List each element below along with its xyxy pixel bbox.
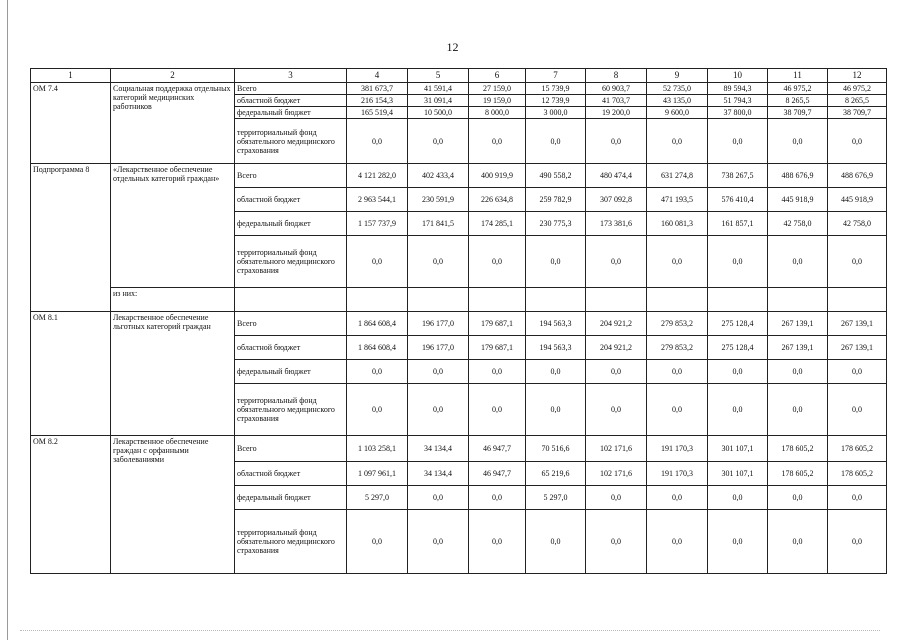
amount-cell: 0,0 (828, 119, 887, 164)
amount-cell: 12 739,9 (526, 95, 586, 107)
amount-cell: 0,0 (586, 119, 647, 164)
amount-cell: 0,0 (469, 486, 526, 510)
header-cell: 12 (828, 69, 887, 83)
amount-cell: 70 516,6 (526, 436, 586, 462)
amount-cell: 194 563,3 (526, 312, 586, 336)
header-cell: 3 (235, 69, 347, 83)
amount-cell: 1 864 608,4 (347, 312, 408, 336)
empty-cell (347, 288, 408, 312)
amount-cell: 0,0 (586, 510, 647, 574)
funding-source: областной бюджет (235, 336, 347, 360)
amount-cell: 52 735,0 (647, 83, 708, 95)
amount-cell: 179 687,1 (469, 336, 526, 360)
amount-cell: 267 139,1 (828, 336, 887, 360)
amount-cell: 216 154,3 (347, 95, 408, 107)
amount-cell: 171 841,5 (408, 212, 469, 236)
amount-cell: 0,0 (828, 360, 887, 384)
amount-cell: 0,0 (828, 384, 887, 436)
header-cell: 7 (526, 69, 586, 83)
amount-cell: 1 103 258,1 (347, 436, 408, 462)
program-name: Социальная поддержка отдельных категорий медицинских работников (111, 83, 235, 164)
amount-cell: 37 800,0 (708, 107, 768, 119)
note-label: из них: (111, 288, 235, 312)
amount-cell: 488 676,9 (768, 164, 828, 188)
amount-cell: 275 128,4 (708, 312, 768, 336)
amount-cell: 1 097 961,1 (347, 462, 408, 486)
amount-cell: 0,0 (708, 119, 768, 164)
funding-source: территориальный фонд обязательного медицинского страхования (235, 236, 347, 288)
budget-table (30, 68, 887, 574)
amount-cell: 267 139,1 (768, 336, 828, 360)
amount-cell: 0,0 (469, 510, 526, 574)
amount-cell: 27 159,0 (469, 83, 526, 95)
amount-cell: 0,0 (469, 119, 526, 164)
table-row (31, 436, 887, 462)
amount-cell: 230 775,3 (526, 212, 586, 236)
amount-cell: 488 676,9 (828, 164, 887, 188)
header-cell: 9 (647, 69, 708, 83)
amount-cell: 0,0 (647, 384, 708, 436)
page-number: 12 (446, 40, 459, 54)
amount-cell: 0,0 (647, 486, 708, 510)
amount-cell: 65 219,6 (526, 462, 586, 486)
scan-bottom-marks (20, 630, 880, 632)
amount-cell: 576 410,4 (708, 188, 768, 212)
amount-cell: 0,0 (347, 236, 408, 288)
amount-cell: 174 285,1 (469, 212, 526, 236)
amount-cell: 179 687,1 (469, 312, 526, 336)
amount-cell: 10 500,0 (408, 107, 469, 119)
empty-cell (828, 288, 887, 312)
amount-cell: 0,0 (768, 486, 828, 510)
amount-cell: 0,0 (347, 119, 408, 164)
amount-cell: 0,0 (408, 236, 469, 288)
amount-cell: 738 267,5 (708, 164, 768, 188)
amount-cell: 51 794,3 (708, 95, 768, 107)
amount-cell: 0,0 (828, 510, 887, 574)
amount-cell: 0,0 (526, 119, 586, 164)
empty-cell (708, 288, 768, 312)
amount-cell: 275 128,4 (708, 336, 768, 360)
amount-cell: 480 474,4 (586, 164, 647, 188)
amount-cell: 307 092,8 (586, 188, 647, 212)
amount-cell: 0,0 (647, 119, 708, 164)
amount-cell: 0,0 (586, 384, 647, 436)
amount-cell: 42 758,0 (768, 212, 828, 236)
amount-cell: 0,0 (768, 360, 828, 384)
amount-cell: 267 139,1 (768, 312, 828, 336)
amount-cell: 0,0 (586, 486, 647, 510)
amount-cell: 4 121 282,0 (347, 164, 408, 188)
amount-cell: 0,0 (586, 360, 647, 384)
amount-cell: 15 739,9 (526, 83, 586, 95)
amount-cell: 0,0 (768, 510, 828, 574)
amount-cell: 631 274,8 (647, 164, 708, 188)
amount-cell: 0,0 (828, 236, 887, 288)
amount-cell: 191 170,3 (647, 436, 708, 462)
header-cell: 4 (347, 69, 408, 83)
empty-cell (586, 288, 647, 312)
amount-cell: 0,0 (469, 384, 526, 436)
amount-cell: 165 519,4 (347, 107, 408, 119)
empty-cell (768, 288, 828, 312)
funding-source: областной бюджет (235, 95, 347, 107)
amount-cell: 301 107,1 (708, 462, 768, 486)
table-row (31, 83, 887, 95)
program-code: ОМ 7.4 (31, 83, 111, 164)
amount-cell: 230 591,9 (408, 188, 469, 212)
funding-source: федеральный бюджет (235, 486, 347, 510)
amount-cell: 0,0 (408, 360, 469, 384)
program-code: ОМ 8.2 (31, 436, 111, 574)
amount-cell: 0,0 (526, 384, 586, 436)
amount-cell: 161 857,1 (708, 212, 768, 236)
amount-cell: 178 605,2 (768, 436, 828, 462)
amount-cell: 0,0 (647, 236, 708, 288)
amount-cell: 0,0 (526, 510, 586, 574)
amount-cell: 381 673,7 (347, 83, 408, 95)
empty-cell (235, 288, 347, 312)
amount-cell: 0,0 (526, 360, 586, 384)
amount-cell: 178 605,2 (828, 462, 887, 486)
amount-cell: 0,0 (828, 486, 887, 510)
amount-cell: 1 157 737,9 (347, 212, 408, 236)
amount-cell: 445 918,9 (828, 188, 887, 212)
amount-cell: 0,0 (647, 360, 708, 384)
amount-cell: 8 000,0 (469, 107, 526, 119)
amount-cell: 0,0 (708, 510, 768, 574)
amount-cell: 0,0 (768, 236, 828, 288)
amount-cell: 43 135,0 (647, 95, 708, 107)
amount-cell: 204 921,2 (586, 336, 647, 360)
funding-source: областной бюджет (235, 462, 347, 486)
header-cell: 5 (408, 69, 469, 83)
amount-cell: 8 265,5 (828, 95, 887, 107)
amount-cell: 5 297,0 (526, 486, 586, 510)
amount-cell: 471 193,5 (647, 188, 708, 212)
amount-cell: 173 381,6 (586, 212, 647, 236)
scan-edge-line (7, 0, 8, 640)
amount-cell: 194 563,3 (526, 336, 586, 360)
header-cell: 11 (768, 69, 828, 83)
amount-cell: 301 107,1 (708, 436, 768, 462)
amount-cell: 0,0 (408, 510, 469, 574)
table-row (31, 312, 887, 336)
amount-cell: 196 177,0 (408, 312, 469, 336)
program-code: Подпрограмма 8 (31, 164, 111, 312)
amount-cell: 445 918,9 (768, 188, 828, 212)
amount-cell: 8 265,5 (768, 95, 828, 107)
amount-cell: 102 171,6 (586, 436, 647, 462)
header-cell: 1 (31, 69, 111, 83)
funding-source: территориальный фонд обязательного медицинского страхования (235, 510, 347, 574)
amount-cell: 259 782,9 (526, 188, 586, 212)
amount-cell: 0,0 (469, 236, 526, 288)
amount-cell: 41 591,4 (408, 83, 469, 95)
amount-cell: 0,0 (768, 119, 828, 164)
empty-cell (526, 288, 586, 312)
amount-cell: 191 170,3 (647, 462, 708, 486)
amount-cell: 38 709,7 (768, 107, 828, 119)
funding-source: Всего (235, 83, 347, 95)
funding-source: Всего (235, 436, 347, 462)
amount-cell: 5 297,0 (347, 486, 408, 510)
amount-cell: 0,0 (347, 360, 408, 384)
empty-cell (469, 288, 526, 312)
amount-cell: 160 081,3 (647, 212, 708, 236)
header-cell: 10 (708, 69, 768, 83)
amount-cell: 0,0 (347, 384, 408, 436)
funding-source: территориальный фонд обязательного медицинского страхования (235, 119, 347, 164)
header-row (31, 69, 887, 83)
amount-cell: 41 703,7 (586, 95, 647, 107)
amount-cell: 46 975,2 (828, 83, 887, 95)
table-body (31, 69, 887, 574)
program-code: ОМ 8.1 (31, 312, 111, 436)
amount-cell: 1 864 608,4 (347, 336, 408, 360)
amount-cell: 0,0 (708, 360, 768, 384)
funding-source: областной бюджет (235, 188, 347, 212)
amount-cell: 0,0 (768, 384, 828, 436)
amount-cell: 0,0 (708, 384, 768, 436)
amount-cell: 267 139,1 (828, 312, 887, 336)
amount-cell: 0,0 (408, 384, 469, 436)
amount-cell: 490 558,2 (526, 164, 586, 188)
header-cell: 6 (469, 69, 526, 83)
funding-source: федеральный бюджет (235, 212, 347, 236)
amount-cell: 0,0 (526, 236, 586, 288)
amount-cell: 3 000,0 (526, 107, 586, 119)
amount-cell: 279 853,2 (647, 336, 708, 360)
amount-cell: 0,0 (586, 236, 647, 288)
funding-source: Всего (235, 164, 347, 188)
amount-cell: 0,0 (347, 510, 408, 574)
amount-cell: 0,0 (408, 486, 469, 510)
empty-cell (647, 288, 708, 312)
amount-cell: 9 600,0 (647, 107, 708, 119)
amount-cell: 34 134,4 (408, 462, 469, 486)
amount-cell: 42 758,0 (828, 212, 887, 236)
amount-cell: 38 709,7 (828, 107, 887, 119)
table-row (31, 164, 887, 188)
amount-cell: 0,0 (647, 510, 708, 574)
amount-cell: 0,0 (469, 360, 526, 384)
funding-source: территориальный фонд обязательного медицинского страхования (235, 384, 347, 436)
amount-cell: 279 853,2 (647, 312, 708, 336)
amount-cell: 60 903,7 (586, 83, 647, 95)
amount-cell: 89 594,3 (708, 83, 768, 95)
amount-cell: 102 171,6 (586, 462, 647, 486)
header-cell: 8 (586, 69, 647, 83)
amount-cell: 0,0 (708, 236, 768, 288)
amount-cell: 46 975,2 (768, 83, 828, 95)
program-name: Лекарственное обеспечение граждан с орфанными заболеваниями (111, 436, 235, 574)
amount-cell: 178 605,2 (828, 436, 887, 462)
amount-cell: 2 963 544,1 (347, 188, 408, 212)
amount-cell: 204 921,2 (586, 312, 647, 336)
program-name: Лекарственное обеспечение льготных категорий граждан (111, 312, 235, 436)
amount-cell: 19 200,0 (586, 107, 647, 119)
funding-source: федеральный бюджет (235, 360, 347, 384)
amount-cell: 46 947,7 (469, 462, 526, 486)
header-cell: 2 (111, 69, 235, 83)
amount-cell: 46 947,7 (469, 436, 526, 462)
amount-cell: 34 134,4 (408, 436, 469, 462)
amount-cell: 400 919,9 (469, 164, 526, 188)
program-name: «Лекарственное обеспечение отдельных категорий граждан» (111, 164, 235, 288)
amount-cell: 19 159,0 (469, 95, 526, 107)
amount-cell: 0,0 (408, 119, 469, 164)
amount-cell: 31 091,4 (408, 95, 469, 107)
funding-source: федеральный бюджет (235, 107, 347, 119)
amount-cell: 178 605,2 (768, 462, 828, 486)
amount-cell: 402 433,4 (408, 164, 469, 188)
note-row (31, 288, 887, 312)
empty-cell (408, 288, 469, 312)
funding-source: Всего (235, 312, 347, 336)
amount-cell: 0,0 (708, 486, 768, 510)
amount-cell: 196 177,0 (408, 336, 469, 360)
amount-cell: 226 634,8 (469, 188, 526, 212)
